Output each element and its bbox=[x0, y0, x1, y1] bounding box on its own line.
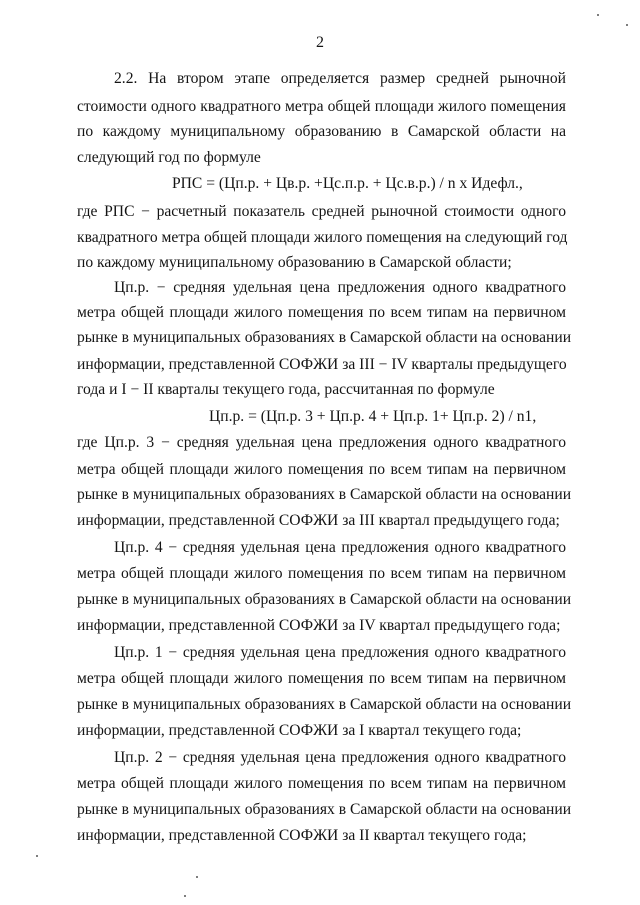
scan-speck bbox=[626, 24, 628, 26]
text-line: где РПС − расчетный показатель средней рыночной стоимости одного bbox=[77, 203, 566, 220]
text-line: информации, представленной СОФЖИ за III − IV кварталы предыдущего bbox=[77, 356, 567, 373]
text-line: Цп.р. − средняя удельная цена предложения одного квадратного bbox=[114, 279, 566, 296]
text-line: метра общей площади жилого помещения по всем типам на первичном bbox=[77, 670, 566, 687]
formula-rps: РПС = (Цп.р. + Цв.р. +Цс.п.р. + Цс.в.р.) / n x Идефл., bbox=[172, 175, 523, 192]
scan-speck bbox=[196, 876, 198, 878]
text-line: метра общей площади жилого помещения по всем типам на первичном bbox=[77, 461, 566, 478]
text-line: по каждому муниципальному образованию в Самарской области на bbox=[77, 123, 566, 140]
scan-speck bbox=[597, 14, 599, 16]
scan-speck bbox=[184, 895, 186, 897]
scan-speck bbox=[36, 855, 38, 857]
text-line: Цп.р. 2 − средняя удельная цена предложения одного квадратного bbox=[114, 749, 566, 766]
text-line: стоимости одного квадратного метра общей площади жилого помещения bbox=[77, 98, 566, 115]
text-line: метра общей площади жилого помещения по всем типам на первичном bbox=[77, 304, 566, 321]
text-line: рынке в муниципальных образованиях в Самарской области на основании bbox=[77, 696, 572, 713]
text-line: информации, представленной СОФЖИ за II квартал текущего года; bbox=[77, 827, 527, 844]
text-line: где Цп.р. 3 − средняя удельная цена предложения одного квадратного bbox=[77, 434, 566, 451]
text-line: рынке в муниципальных образованиях в Самарской области на основании bbox=[77, 329, 572, 346]
text-line: по каждому муниципальному образованию в Самарской области; bbox=[77, 254, 512, 271]
page-number: 2 bbox=[316, 34, 324, 51]
text-line: квадратного метра общей площади жилого помещения на следующий год bbox=[77, 229, 568, 246]
text-line: Цп.р. 4 − средняя удельная цена предложения одного квадратного bbox=[114, 539, 566, 556]
formula-cpr: Цп.р. = (Цп.р. 3 + Цп.р. 4 + Цп.р. 1+ Цп.р. 2) / n1, bbox=[209, 408, 537, 425]
text-line: рынке в муниципальных образованиях в Самарской области на основании bbox=[77, 486, 572, 503]
text-line: года и I − II кварталы текущего года, рассчитанная по формуле bbox=[77, 381, 495, 398]
text-line: следующий год по формуле bbox=[77, 149, 261, 166]
text-line: Цп.р. 1 − средняя удельная цена предложения одного квадратного bbox=[114, 644, 566, 661]
text-line: 2.2. На втором этапе определяется размер средней рыночной bbox=[114, 70, 566, 87]
text-line: информации, представленной СОФЖИ за IV квартал предыдущего года; bbox=[77, 617, 561, 634]
text-line: метра общей площади жилого помещения по всем типам на первичном bbox=[77, 775, 566, 792]
text-line: информации, представленной СОФЖИ за III квартал предыдущего года; bbox=[77, 512, 560, 529]
text-line: рынке в муниципальных образованиях в Самарской области на основании bbox=[77, 801, 572, 818]
text-line: информации, представленной СОФЖИ за I квартал текущего года; bbox=[77, 722, 522, 739]
text-line: метра общей площади жилого помещения по всем типам на первичном bbox=[77, 565, 566, 582]
text-line: рынке в муниципальных образованиях в Самарской области на основании bbox=[77, 591, 572, 608]
